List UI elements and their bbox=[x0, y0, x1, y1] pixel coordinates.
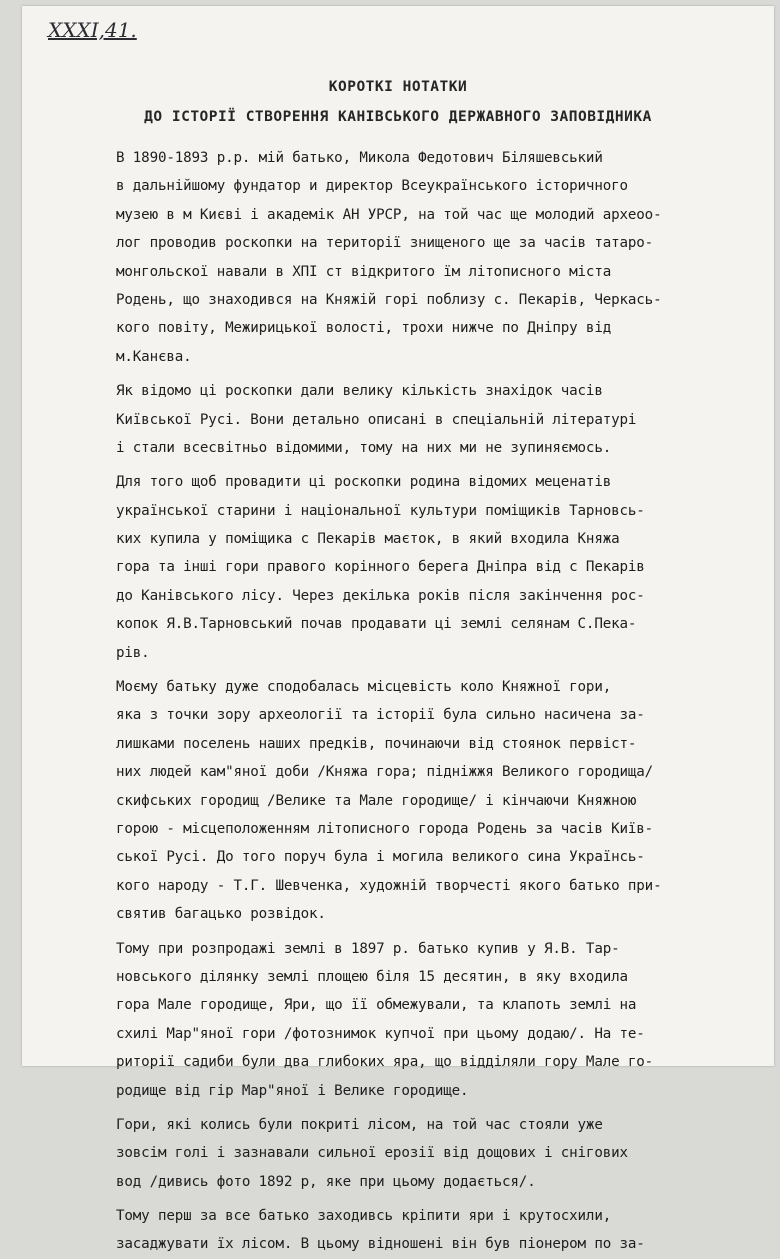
text-line: монгольскої навали в XПI ст відкритого їм літописного міста bbox=[116, 263, 612, 280]
paragraph bbox=[116, 935, 776, 1105]
text-line: і стали всесвітньо відомими, тому на них ми не зупиняємось. bbox=[116, 439, 612, 456]
text-line: ких купила у поміщика с Пекарів маєток, в який входила Княжа bbox=[116, 531, 620, 548]
paragraph bbox=[116, 1202, 776, 1259]
document-page bbox=[22, 6, 774, 1253]
text-line: зовсім голі і зазнавали сильної ерозії від дощових і снігових bbox=[116, 1145, 628, 1162]
text-line: гора Мале городище, Яри, що її обмежували, та клапоть землі на bbox=[116, 997, 637, 1014]
text-line: музею в м Києві і академік АН УРСР, на той час ще молодий археоо- bbox=[116, 206, 662, 223]
text-line: до Канівського лісу. Через декілька років після закінчення рос- bbox=[116, 587, 645, 604]
text-line: скифських городищ /Велике та Мале городище/ і кінчаючи Княжною bbox=[116, 792, 637, 809]
text-line: української старини і національної культури поміщиків Тарновсь- bbox=[116, 502, 645, 519]
text-line: горою - місцеположенням літописного города Родень за часів Київ- bbox=[116, 820, 654, 837]
text-line: вод /дивись фото 1892 р, яке при цьому додається/. bbox=[116, 1173, 536, 1190]
paragraph bbox=[116, 144, 776, 371]
text-line: риторії садиби були два глибоких яра, що відділяли гору Мале го- bbox=[116, 1054, 654, 1071]
text-line: гора та інші гори правого корінного берега Дніпра від с Пекарів bbox=[116, 559, 645, 576]
text-line: новського ділянку землі площею біля 15 десятин, в яку входила bbox=[116, 968, 628, 985]
text-line: родище від гір Мар"яної і Велике городище. bbox=[116, 1082, 469, 1099]
text-line: ської Русі. До того поруч була і могила великого сина Українсь- bbox=[116, 849, 645, 866]
text-line: засаджувати їх лісом. В цьому відношені він був піонером по за- bbox=[116, 1236, 645, 1253]
paragraph bbox=[116, 468, 776, 667]
archive-mark: XXXI,41. bbox=[48, 18, 137, 42]
text-line: схилі Мар"яної гори /фотознимок купчої при цьому додаю/. На те- bbox=[116, 1025, 645, 1042]
text-line: Гори, які колись були покриті лісом, на той час стояли уже bbox=[116, 1116, 603, 1133]
paragraph bbox=[116, 1111, 776, 1196]
document-body bbox=[116, 144, 776, 1259]
text-line: лишками поселень наших предків, починаючи від стоянок первіст- bbox=[116, 735, 637, 752]
text-line: Як відомо ці роскопки дали велику кількість знахідок часів bbox=[116, 383, 603, 400]
title-line: КОРОТКІ НОТАТКИ bbox=[328, 79, 468, 95]
text-line: Для того щоб провадити ці роскопки родина відомих меценатів bbox=[116, 474, 612, 491]
text-line: Моєму батьку дуже сподобалась місцевість коло Княжної гори, bbox=[116, 679, 612, 696]
text-line: яка з точки зору археології та історії була сильно насичена за- bbox=[116, 707, 645, 724]
text-line: м.Канєва. bbox=[116, 348, 192, 365]
title-line: ДО ІСТОРІЇ СТВОРЕННЯ КАНІВСЬКОГО ДЕРЖАВНОГО ЗАПОВІДНИКА bbox=[144, 109, 652, 125]
text-line: Родень, що знаходився на Княжій горі поблизу с. Пекарів, Черкась- bbox=[116, 291, 662, 308]
document-title bbox=[22, 72, 774, 132]
text-line: Київської Русі. Вони детально описані в спеціальній літературі bbox=[116, 411, 637, 428]
text-line: кого повіту, Межирицької волості, трохи нижче по Дніпру від bbox=[116, 320, 612, 337]
paragraph bbox=[116, 377, 776, 462]
text-line: в дальнійшому фундатор и директор Всеукраїнського історичного bbox=[116, 178, 628, 195]
text-line: копок Я.В.Тарновський почав продавати ці землі селянам С.Пека- bbox=[116, 616, 637, 633]
text-line: кого народу - Т.Г. Шевченка, художній творчесті якого батько при- bbox=[116, 877, 662, 894]
text-line: них людей кам"яної доби /Княжа гора; підніжжя Великого городища/ bbox=[116, 764, 654, 781]
paragraph bbox=[116, 673, 776, 929]
text-line: Тому перш за все батько заходивсь кріпити яри і крутосхили, bbox=[116, 1208, 612, 1225]
text-line: святив багацько розвідок. bbox=[116, 906, 326, 923]
text-line: лог проводив роскопки на території знищеного ще за часів татаро- bbox=[116, 235, 654, 252]
text-line: В 1890-1893 р.р. мій батько, Микола Федотович Біляшевський bbox=[116, 150, 603, 166]
text-line: Тому при розпродажі землі в 1897 р. батько купив у Я.В. Тар- bbox=[116, 940, 620, 957]
text-line: рів. bbox=[116, 644, 150, 661]
